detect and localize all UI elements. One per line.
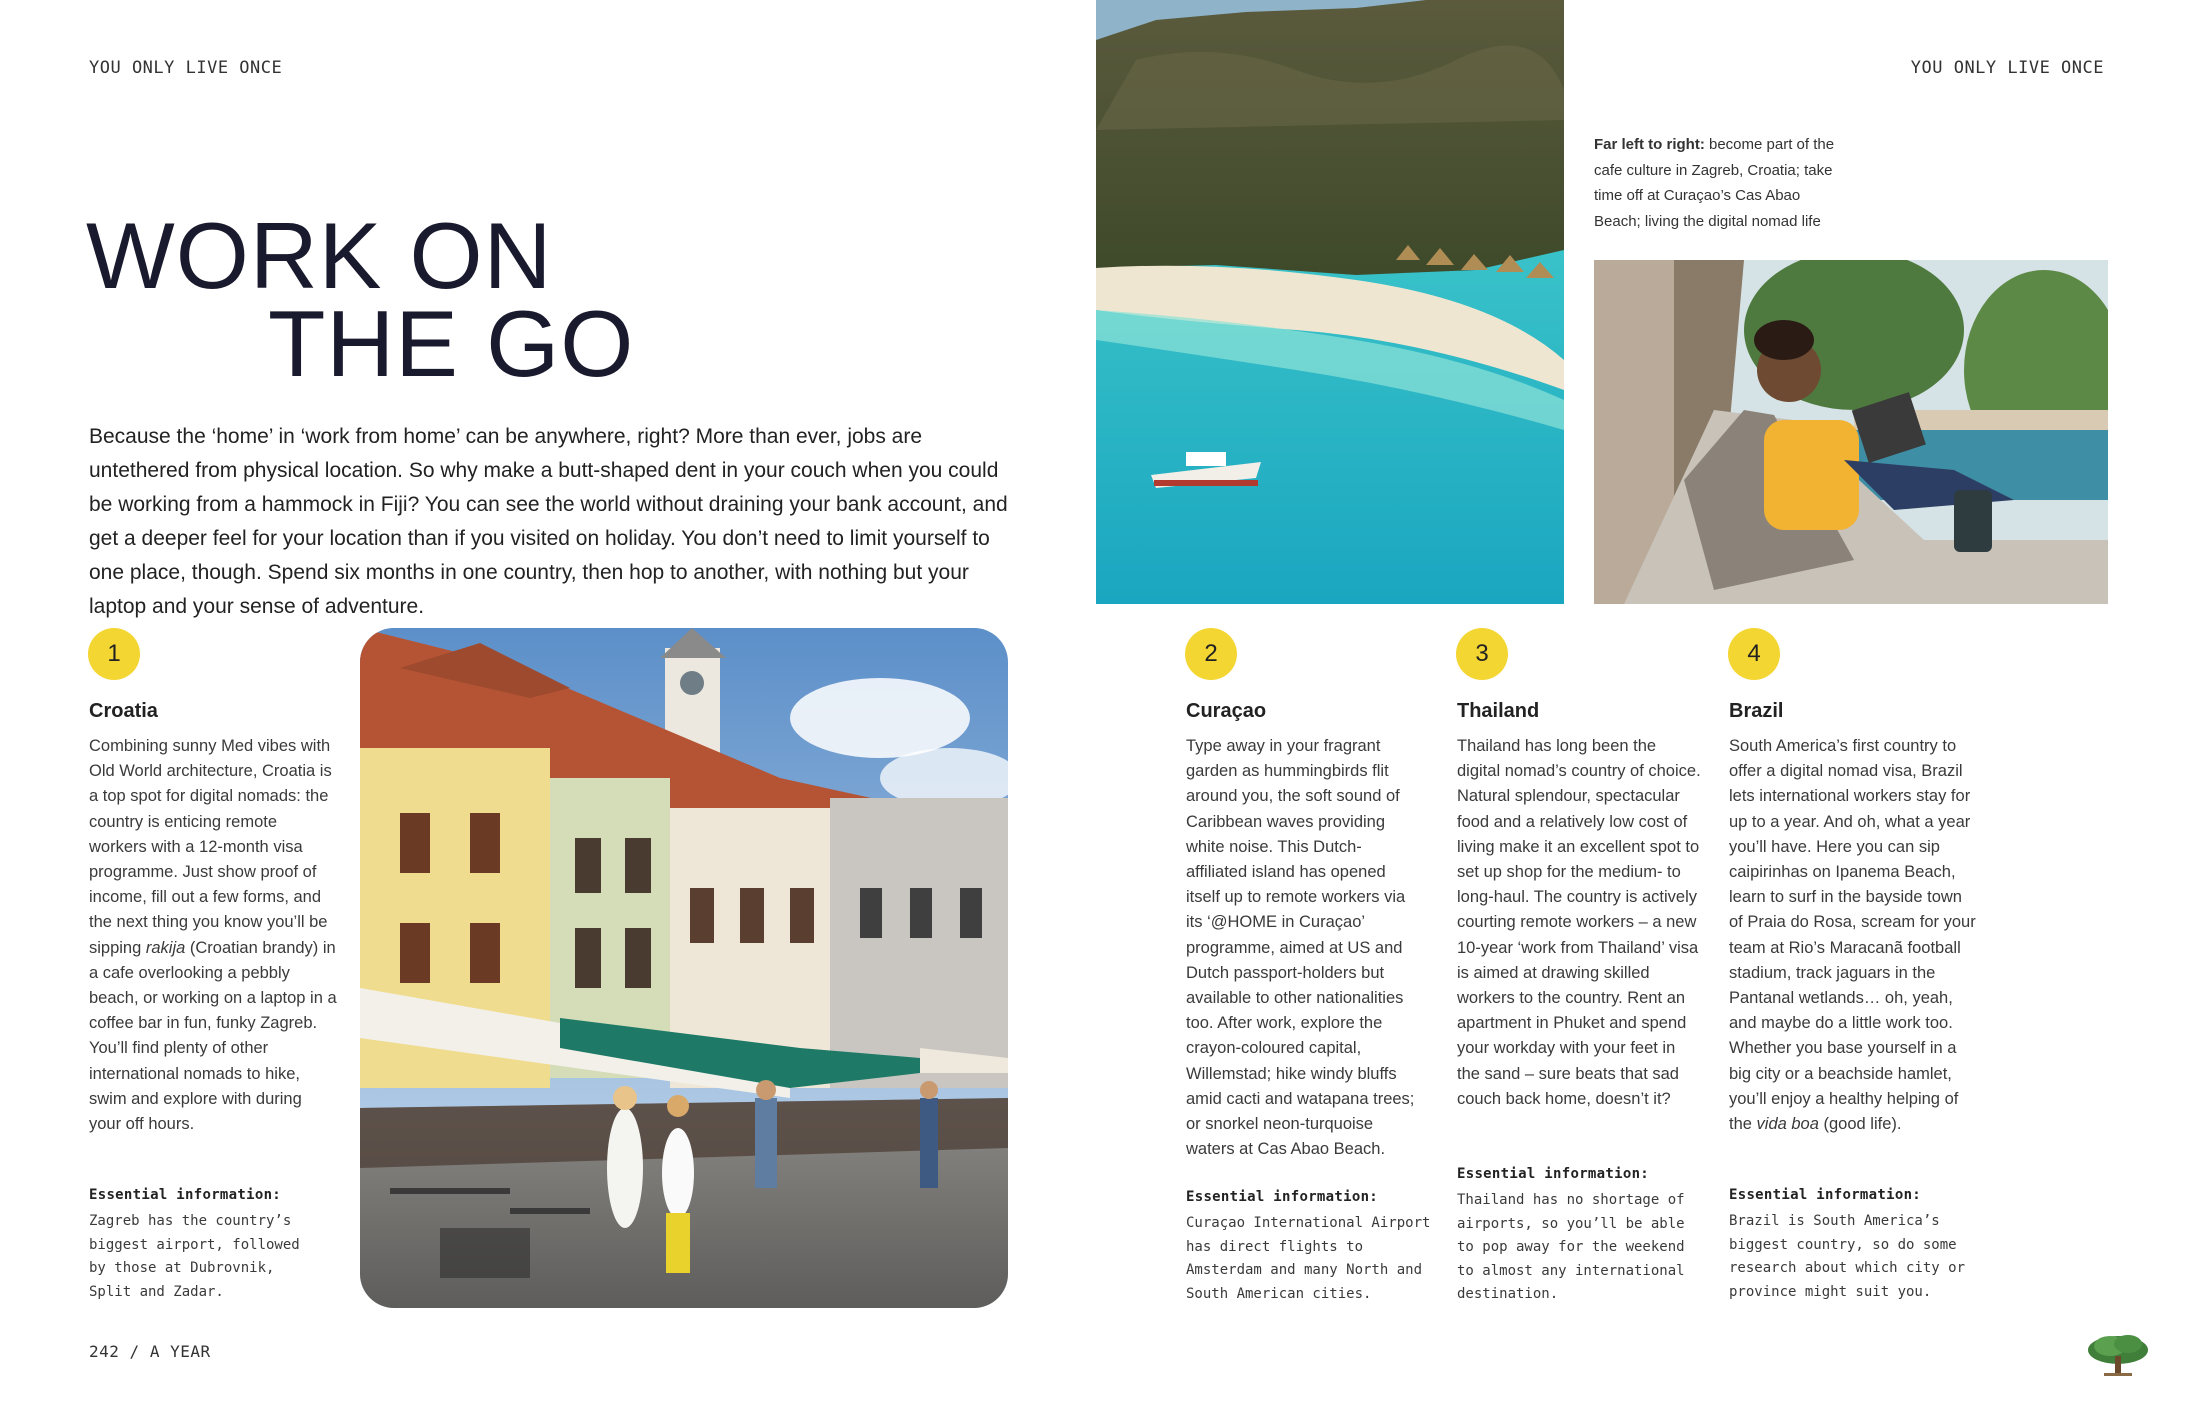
thailand-info-heading: Essential information: (1457, 1166, 1650, 1182)
croatia-body (89, 734, 337, 1137)
curacao-body (1186, 734, 1418, 1162)
brazil-body-text-1: South America’s first country to offer a digital nomad visa, Brazil lets international workers stay for up to a year. And oh, what a year you’ll have. Here you can sip caipirinhas on Ipanema Beach, learn to surf in the bayside town of Praia do Rosa, scream for your team at Rio’s Maracanã football stadium, track jaguars in the Pantanal wetlands… oh, yeah, and maybe do a little work too. Whether you base yourself in a big city or a beachside hamlet, you’ll enjoy a healthy helping of the (1729, 737, 1976, 1134)
curacao-info-heading: Essential information: (1186, 1189, 1379, 1205)
page-folio (89, 1342, 211, 1361)
curacao-beach-photo (1096, 0, 1564, 604)
zagreb-street-photo (360, 628, 1008, 1308)
running-head-left: YOU ONLY LIVE ONCE (89, 58, 283, 78)
title-line-1: WORK ON (86, 203, 553, 308)
croatia-body-text-1: Combining sunny Med vibes with Old World architecture, Croatia is a top spot for digital nomads: the country is enticing remote workers with a 12-month visa programme. Just show proof of income, fill out a few forms, and the next thing you know you’ll be sipping (89, 737, 332, 957)
page-title (86, 203, 635, 396)
title-line-2: THE GO (268, 291, 635, 396)
croatia-heading: Croatia (89, 700, 158, 722)
curacao-info-text: Curaçao International Airport has direct flights to Amsterdam and many North and South American cities. (1186, 1215, 1431, 1302)
digital-nomad-photo (1594, 260, 2108, 604)
brazil-body-italic: vida boa (1756, 1115, 1819, 1134)
number-badge-4: 4 (1728, 628, 1780, 680)
thailand-heading: Thailand (1457, 700, 1540, 722)
photo-caption (1594, 132, 1844, 234)
brazil-info-text: Brazil is South America’s biggest country, so do some research about which city or province might suit you. (1729, 1213, 1966, 1300)
brazil-body-text-2: (good life). (1818, 1115, 1902, 1134)
tree-icon (2086, 1330, 2150, 1378)
croatia-info-heading: Essential information: (89, 1187, 282, 1203)
thailand-body-text: Thailand has long been the digital nomad’s country of choice. Natural splendour, spectacular food and a relatively low cost of living make it an excellent spot to set up shop for the medium- to long-haul. The country is actively courting remote workers – a new 10-year ‘work from Thailand’ visa is aimed at drawing skilled workers to the country. Rent an apartment in Phuket and spend your workday with your feet in the sand – sure beats that sad couch back home, doesn’t it? (1457, 737, 1701, 1108)
croatia-body-text-2: (Croatian brandy) in a cafe overlooking a pebbly beach, or working on a laptop in a coffee bar in fun, funky Zagreb. You’ll find plenty of other international nomads to hike, swim and explore with during your off hours. (89, 938, 337, 1134)
curacao-heading: Curaçao (1186, 700, 1267, 722)
croatia-info-text: Zagreb has the country’s biggest airport, followed by those at Dubrovnik, Split and Zadar. (89, 1213, 300, 1300)
brazil-heading: Brazil (1729, 700, 1784, 722)
intro-paragraph: Because the ‘home’ in ‘work from home’ can be anywhere, right? More than ever, jobs are untethered from physical location. So why make a butt-shaped dent in your couch when you could be working from a hammock in Fiji? You can see the world without draining your bank account, and get a deeper feel for your location than if you visited on holiday. You don’t need to limit yourself to one place, though. Spend six months in one country, then hop to another, with nothing but your laptop and your sense of adventure. (89, 425, 1008, 618)
page-number: 242 (89, 1342, 120, 1361)
number-badge-3: 3 (1456, 628, 1508, 680)
brazil-body (1729, 734, 1977, 1137)
caption-text: become part of the cafe culture in Zagreb, Croatia; take time off at Curaçao’s Cas Abao Beach; living the digital nomad life (1594, 136, 1835, 230)
thailand-body (1457, 734, 1702, 1112)
thailand-info-text: Thailand has no shortage of airports, so you’ll be able to pop away for the weekend to almost any international destination. (1457, 1192, 1685, 1302)
brazil-info-heading: Essential information: (1729, 1187, 1922, 1203)
section-label: / A YEAR (129, 1342, 211, 1361)
number-badge-1: 1 (88, 628, 140, 680)
number-badge-2: 2 (1185, 628, 1237, 680)
curacao-body-text: Type away in your fragrant garden as hummingbirds flit around you, the soft sound of Caribbean waves providing white noise. This Dutch-affiliated island has opened itself up to remote workers via its ‘@HOME in Curaçao’ programme, aimed at US and Dutch passport-holders but available to other nationalities too. After work, explore the crayon-coloured capital, Willemstad; hike windy bluffs amid cacti and watapana trees; or snorkel neon-turquoise waters at Cas Abao Beach. (1186, 737, 1415, 1159)
caption-lead: Far left to right: (1594, 136, 1705, 153)
running-head-right: YOU ONLY LIVE ONCE (1910, 58, 2104, 78)
croatia-body-italic: rakija (145, 938, 186, 957)
